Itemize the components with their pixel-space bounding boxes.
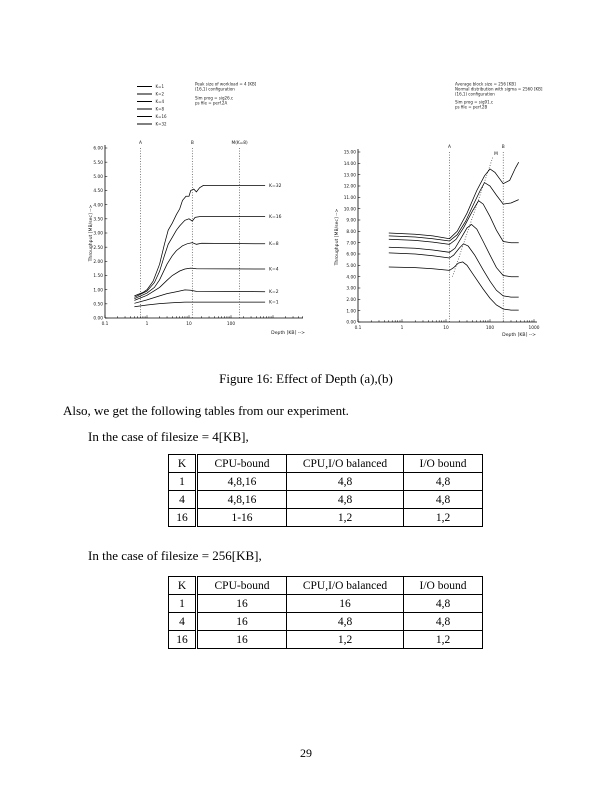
svg-text:6.00: 6.00 [346, 252, 356, 258]
table-cell: 4,8 [404, 595, 483, 613]
marker-label-b: B [501, 145, 505, 150]
svg-text:3.00: 3.00 [346, 286, 356, 292]
svg-text:8.00: 8.00 [346, 229, 356, 235]
body-paragraph: Also, we get the following tables from our experiment. [63, 403, 349, 418]
y-axis-label: Throughput [MB/sec] --> [89, 204, 94, 262]
series-label: K=16 [269, 215, 282, 220]
marker-label-m: M(K=8) [231, 141, 248, 146]
svg-text:1.00: 1.00 [93, 288, 103, 294]
table-cell: 4,8 [404, 491, 483, 509]
table-cell: 16 [169, 631, 197, 649]
chart-note: ps file = perf.2A [195, 100, 228, 106]
legend-item-label: K=32 [155, 121, 167, 127]
results-table-256kb [168, 576, 483, 649]
svg-text:0.1: 0.1 [101, 322, 109, 327]
chart-note: Sim prog = sig91.c [455, 99, 494, 105]
series-label: K=2 [269, 290, 279, 295]
chart-note: Normal distribution with sigma = 2560 [KB] [455, 86, 543, 92]
results-table-4kb [168, 454, 483, 527]
chart-note: (16,1) configuration [195, 86, 235, 92]
svg-text:3.50: 3.50 [93, 217, 103, 223]
legend-item-label: K=16 [155, 114, 167, 119]
svg-text:9.00: 9.00 [346, 218, 356, 224]
case-filesize-256kb-label: In the case of filesize = 256[KB], [88, 548, 262, 563]
table-cell: 1-16 [197, 509, 287, 527]
column-header: CPU,I/O balanced [287, 577, 404, 595]
table-cell: 1,2 [287, 509, 404, 527]
table-cell: 4,8 [404, 473, 483, 491]
column-header: I/O bound [404, 455, 483, 473]
chart-note: Sim prog = sig26.c [195, 95, 234, 101]
svg-text:4.00: 4.00 [346, 275, 356, 281]
column-header: K [169, 577, 197, 595]
series-label: K=1 [269, 300, 279, 306]
legend-item-label: K=2 [155, 91, 165, 97]
table-cell: 16 [197, 613, 287, 631]
table-cell: 16 [287, 595, 404, 613]
marker-label-a: A [139, 141, 142, 146]
column-header: CPU-bound [197, 577, 287, 595]
chart-note: (16,1) configuration [455, 91, 495, 97]
table-cell: 4,8,16 [197, 473, 287, 491]
svg-text:0.1: 0.1 [354, 326, 362, 331]
chart-note: Average block size = 256 [KB] [455, 81, 516, 87]
svg-text:4.50: 4.50 [93, 189, 103, 195]
svg-text:5.00: 5.00 [93, 174, 103, 180]
svg-text:1: 1 [145, 322, 149, 327]
svg-text:14.00: 14.00 [343, 161, 356, 167]
svg-text:1.50: 1.50 [93, 274, 103, 280]
chart-effect-of-depth-b [330, 78, 600, 343]
table-cell: 4 [169, 491, 197, 509]
page-number: 29 [300, 746, 312, 760]
table-cell: 16 [169, 509, 197, 527]
case-filesize-4kb-label: In the case of filesize = 4[KB], [88, 429, 249, 444]
svg-text:11.00: 11.00 [343, 195, 356, 201]
svg-text:0.00: 0.00 [346, 320, 356, 326]
svg-text:4.00: 4.00 [93, 203, 103, 209]
series-label: K=8 [269, 242, 279, 247]
svg-text:0.50: 0.50 [93, 302, 103, 308]
svg-text:2.50: 2.50 [93, 245, 103, 251]
chart-effect-of-depth-a [85, 78, 325, 343]
svg-text:100: 100 [226, 322, 236, 327]
x-axis-label: Depth [KB] --> [271, 331, 305, 336]
table-row [169, 491, 483, 509]
chart-note: Peak size of workload = 4 [KB] [195, 81, 257, 87]
svg-text:10: 10 [186, 322, 192, 327]
svg-text:3.00: 3.00 [93, 231, 103, 237]
table-cell: 4 [169, 613, 197, 631]
column-header: CPU-bound [197, 455, 287, 473]
series-label: K=32 [269, 184, 282, 189]
svg-text:12.00: 12.00 [343, 184, 356, 190]
svg-text:5.00: 5.00 [346, 263, 356, 269]
table-cell: 1 [169, 595, 197, 613]
plot-area-b [344, 149, 540, 331]
marker-label-m: M [494, 152, 498, 157]
table-row [169, 473, 483, 491]
svg-text:10: 10 [443, 326, 449, 331]
svg-text:1.00: 1.00 [346, 309, 356, 315]
table-row [169, 509, 483, 527]
table-row [169, 631, 483, 649]
figure-caption: Figure 16: Effect of Depth (a),(b) [219, 371, 393, 386]
table-cell: 1 [169, 473, 197, 491]
chart-note: ps file = perf.2B [455, 104, 488, 110]
svg-text:2.00: 2.00 [346, 297, 356, 303]
svg-text:0.00: 0.00 [93, 316, 103, 322]
svg-text:2.00: 2.00 [93, 259, 103, 265]
svg-text:7.00: 7.00 [346, 241, 356, 247]
table-cell: 16 [197, 631, 287, 649]
table-row [169, 613, 483, 631]
column-header: I/O bound [404, 577, 483, 595]
table-header-row [169, 455, 483, 473]
y-axis-label: Throughput [MB/sec] --> [335, 208, 340, 266]
table-cell: 1,2 [404, 631, 483, 649]
column-header: CPU,I/O balanced [287, 455, 404, 473]
x-axis-label: Depth [KB] --> [502, 333, 536, 338]
table-cell: 4,8 [287, 491, 404, 509]
series-label: K=4 [269, 267, 279, 273]
table-cell: 4,8 [287, 473, 404, 491]
svg-text:10.00: 10.00 [343, 207, 356, 213]
svg-text:100: 100 [485, 326, 495, 331]
table-cell: 1,2 [287, 631, 404, 649]
table-header-row [169, 577, 483, 595]
table-cell: 1,2 [404, 509, 483, 527]
legend-item-label: K=4 [155, 99, 165, 104]
svg-text:1: 1 [400, 326, 404, 331]
table-cell: 16 [197, 595, 287, 613]
table-cell: 4,8 [404, 613, 483, 631]
table-cell: 4,8,16 [197, 491, 287, 509]
svg-text:15.00: 15.00 [343, 150, 356, 156]
svg-text:1000: 1000 [528, 326, 540, 331]
marker-label-a: A [448, 145, 451, 150]
svg-text:13.00: 13.00 [343, 173, 356, 179]
legend-item-label: K=1 [155, 84, 165, 89]
table-row [169, 595, 483, 613]
svg-text:6.00: 6.00 [93, 146, 103, 152]
table-cell: 4,8 [287, 613, 404, 631]
svg-text:5.50: 5.50 [93, 160, 103, 166]
legend-item-label: K=8 [155, 106, 165, 112]
column-header: K [169, 455, 197, 473]
marker-label-b: B [190, 141, 194, 146]
